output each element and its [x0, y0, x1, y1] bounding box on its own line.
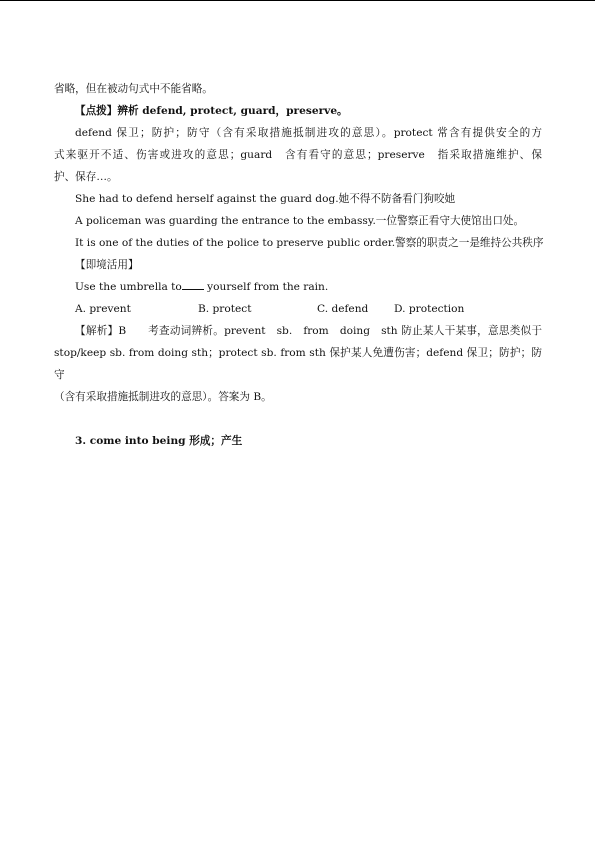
spacer [54, 408, 542, 430]
option-d: D. protection [394, 303, 465, 315]
tip-heading: 【点拨】辨析 defend, protect, guard，preserve。 [75, 105, 348, 117]
section-heading-3: 3. come into being 形成；产生 [75, 435, 243, 447]
top-rule [0, 0, 595, 1]
option-a: A. prevent [75, 303, 131, 315]
analysis-line-2: stop/keep sb. from doing sth；protect sb. from sth 保护某人免遭伤害；defend 保卫；防护；防守 [54, 347, 542, 381]
question-text-start: Use the umbrella to [75, 281, 182, 293]
definition-line-2: 式来驱开不适、伤害或进攻的意思；guard 含有看守的意思；preserve 指采取措施维护、保 [54, 149, 542, 161]
question-text-end: yourself from the rain. [203, 281, 329, 293]
answer-options [54, 298, 542, 320]
definition-line-1: defend 保卫；防护；防守（含有采取措施抵制进攻的意思）。protect 常含有提供安全的方 [75, 127, 542, 139]
answer-blank [182, 277, 204, 290]
option-c: C. defend [317, 303, 369, 315]
example-sentence-2: A policeman was guarding the entrance to the embassy.一位警察正看守大使馆出口处。 [75, 215, 525, 227]
text-line-continuation: 省略，但在被动句式中不能省略。 [54, 83, 213, 95]
option-b: B. protect [198, 303, 252, 315]
question-line [54, 276, 542, 298]
example-sentence-3: It is one of the duties of the police to preserve public order.警察的职责之一是维持公共秩序 [75, 237, 544, 249]
definition-line-3: 护、保存…。 [54, 171, 118, 183]
analysis-line-1: 【解析】B 考查动词辨析。prevent sb. from doing sth 防止某人干某事，意思类似于 [75, 325, 542, 337]
document-page [54, 78, 542, 452]
example-sentence-1: She had to defend herself against the guard dog.她不得不防备看门狗咬她 [75, 193, 456, 205]
analysis-line-3: （含有采取措施抵制进攻的意思）。答案为 B。 [54, 391, 272, 403]
practice-heading: 【即境活用】 [75, 259, 139, 271]
